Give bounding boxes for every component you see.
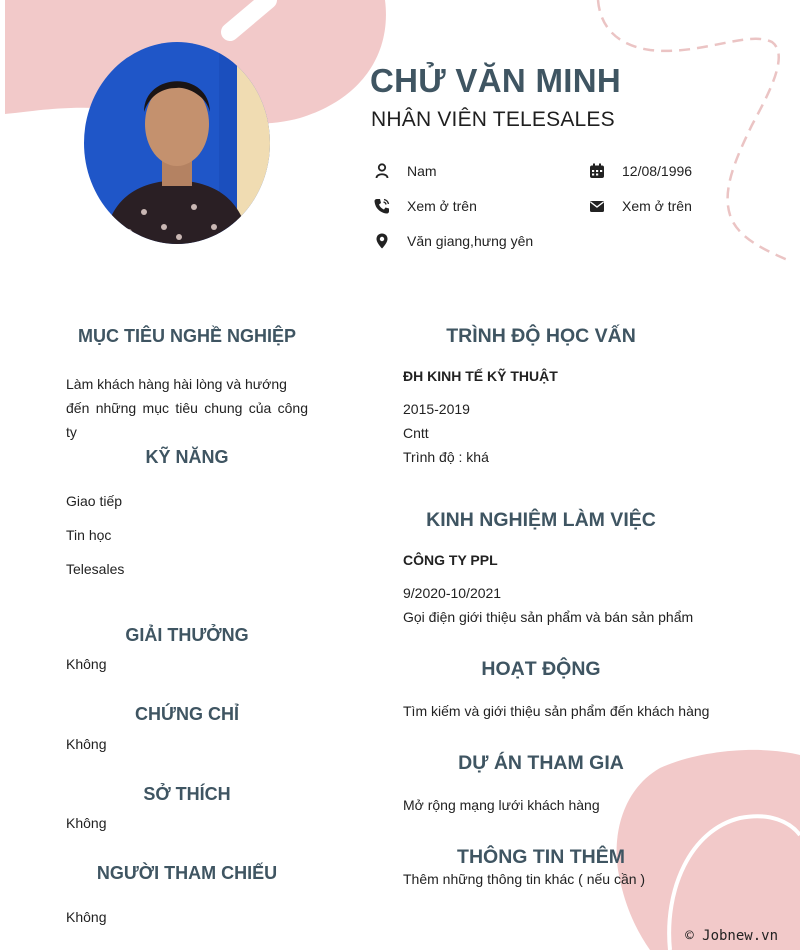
- education-period: 2015-2019: [403, 401, 470, 417]
- watermark: © Jobnew.vn: [685, 928, 778, 944]
- hobbies-heading: SỞ THÍCH: [143, 784, 231, 804]
- map-pin-icon: [373, 232, 391, 250]
- gender-value: Nam: [407, 163, 437, 179]
- education-level: Trình độ : khá: [403, 449, 489, 465]
- email-row: [588, 197, 692, 215]
- references-value: Không: [66, 909, 107, 925]
- phone-value: Xem ở trên: [407, 198, 477, 214]
- experience-description: Gọi điện giới thiệu sản phẩm và bán sản phẩm: [403, 609, 694, 625]
- awards-value: Không: [66, 656, 107, 672]
- objective-line: Làm khách hàng hài lòng và hướng: [66, 376, 287, 392]
- hobbies-value: Không: [66, 815, 107, 831]
- skill-item: Giao tiếp: [66, 493, 123, 509]
- education-major: Cntt: [403, 425, 429, 441]
- awards-heading: GIẢI THƯỞNG: [125, 625, 249, 645]
- user-icon: [373, 162, 391, 180]
- skill-item: Telesales: [66, 561, 125, 577]
- address-value: Văn giang,hưng yên: [407, 233, 534, 249]
- experience-period: 9/2020-10/2021: [403, 585, 502, 601]
- birthday-value: 12/08/1996: [622, 163, 693, 179]
- activities-description: Tìm kiếm và giới thiệu sản phẩm đến khách hàng: [403, 703, 710, 719]
- education-school: ĐH KINH TẾ KỸ THUẬT: [403, 368, 558, 384]
- gender-row: [373, 162, 437, 180]
- email-value: Xem ở trên: [622, 198, 692, 214]
- objective-text: [66, 372, 308, 444]
- references-heading: NGƯỜI THAM CHIẾU: [96, 863, 278, 883]
- experience-company: CÔNG TY PPL: [403, 552, 498, 568]
- phone-icon: [373, 197, 391, 215]
- objective-heading: MỤC TIÊU NGHỀ NGHIỆP: [77, 326, 296, 346]
- phone-row: [373, 197, 477, 215]
- additional-description: Thêm những thông tin khác ( nếu cần ): [403, 871, 646, 887]
- additional-heading: THÔNG TIN THÊM: [457, 846, 625, 868]
- activities-heading: HOẠT ĐỘNG: [481, 658, 601, 680]
- education-heading: TRÌNH ĐỘ HỌC VẤN: [446, 325, 636, 347]
- birthday-row: [588, 162, 692, 180]
- projects-heading: DỰ ÁN THAM GIA: [458, 752, 624, 774]
- candidate-name: CHỬ VĂN MINH: [370, 62, 621, 99]
- job-title: NHÂN VIÊN TELESALES: [371, 108, 615, 131]
- envelope-icon: [588, 197, 606, 215]
- experience-heading: KINH NGHIỆM LÀM VIỆC: [426, 509, 656, 531]
- skill-item: Tin học: [66, 527, 112, 543]
- skills-heading: KỸ NĂNG: [145, 447, 229, 467]
- profile-photo: [84, 42, 270, 244]
- objective-line: đến những mục tiêu chung của công ty: [66, 400, 308, 440]
- certificates-heading: CHỨNG CHỈ: [135, 704, 239, 724]
- projects-description: Mở rộng mạng lưới khách hàng: [403, 797, 600, 813]
- address-row: [373, 232, 533, 250]
- certificates-value: Không: [66, 736, 107, 752]
- calendar-icon: [588, 162, 606, 180]
